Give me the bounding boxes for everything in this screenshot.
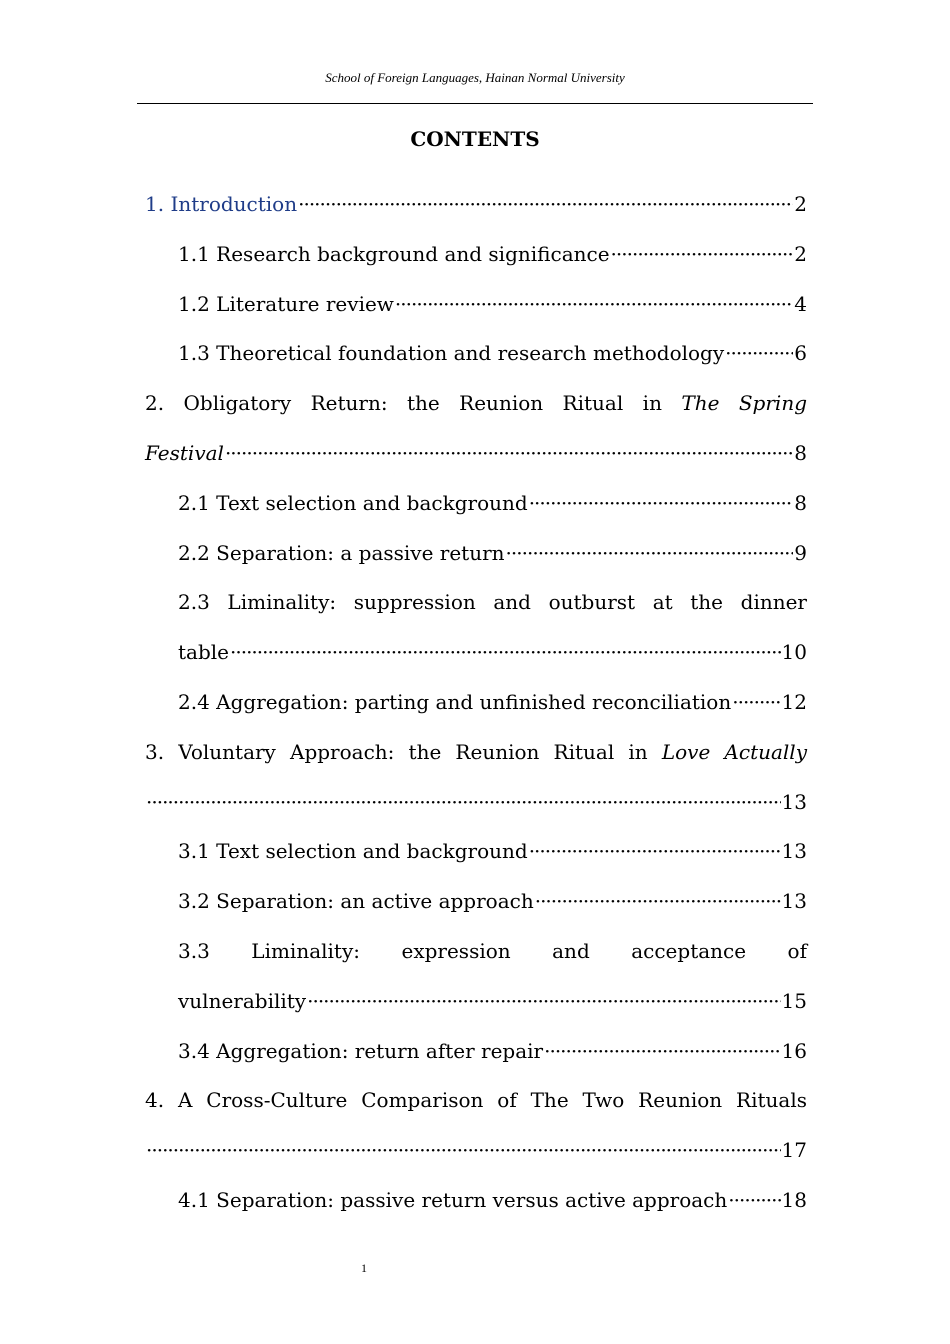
dot-leader xyxy=(307,977,780,1027)
toc-entry-2-4[interactable] xyxy=(145,678,807,728)
toc-entry-label: 1.3 Theoretical foundation and research methodology xyxy=(178,341,725,366)
toc-entry-label: 3.1 Text selection and background xyxy=(178,839,528,864)
toc-entry-label: 3.4 Aggregation: return after repair xyxy=(178,1038,544,1063)
toc-entry-label-continued: table xyxy=(178,640,229,665)
toc-entry-label: 3.3 Liminality: expression and acceptance of xyxy=(178,938,807,963)
toc-page-number: 6 xyxy=(794,341,807,366)
dot-leader xyxy=(529,827,781,877)
toc-entry-4[interactable] xyxy=(145,1076,807,1176)
toc-entry-label: 1.2 Literature review xyxy=(178,291,394,316)
toc-entry-label: 2.3 Liminality: suppression and outburst at the dinner xyxy=(178,590,807,615)
toc-entry-label: 2.4 Aggregation: parting and unfinished reconciliation xyxy=(178,689,732,714)
toc-entry-label: 4.1 Separation: passive return versus active approach xyxy=(178,1187,728,1212)
toc-page-number: 13 xyxy=(781,789,807,814)
toc-entry-3-2[interactable] xyxy=(145,877,807,927)
header-rule xyxy=(137,103,813,104)
toc-entry-label[interactable]: 1. Introduction xyxy=(145,192,298,216)
toc-entry-2-1[interactable] xyxy=(145,479,807,529)
dot-leader xyxy=(230,628,781,678)
toc-entry-3-1[interactable] xyxy=(145,827,807,877)
table-of-contents xyxy=(145,180,807,1226)
toc-page-number: 18 xyxy=(781,1187,807,1212)
toc-page-number: 9 xyxy=(794,540,807,565)
toc-entry-label: 1.1 Research background and significance xyxy=(178,241,610,266)
toc-page-number: 10 xyxy=(781,640,807,665)
dot-leader xyxy=(146,1126,781,1176)
toc-entry-line xyxy=(145,728,807,778)
toc-page-number: 12 xyxy=(781,689,807,714)
dot-leader xyxy=(225,429,793,479)
toc-entry-italic-title: The Spring xyxy=(681,391,807,416)
toc-entry-2-2[interactable] xyxy=(145,529,807,579)
toc-entry-1-1[interactable] xyxy=(145,230,807,280)
dot-leader xyxy=(146,778,781,828)
toc-entry-label: 4. A Cross-Culture Comparison of The Two Reunion Rituals xyxy=(145,1088,807,1113)
toc-entry-italic-title: Festival xyxy=(145,440,224,465)
toc-entry-1-2[interactable] xyxy=(145,280,807,330)
page-number: 1 xyxy=(361,1261,367,1275)
toc-entry-3[interactable] xyxy=(145,728,807,828)
dot-leader xyxy=(506,529,794,579)
dot-leader xyxy=(544,1027,780,1077)
toc-page-number: 13 xyxy=(781,889,807,914)
dot-leader xyxy=(535,877,781,927)
toc-entry-4-1[interactable] xyxy=(145,1176,807,1226)
toc-page-number: 17 xyxy=(781,1138,807,1163)
toc-page-number: 2 xyxy=(794,241,807,266)
dot-leader xyxy=(611,230,794,280)
toc-entry-1-3[interactable] xyxy=(145,329,807,379)
toc-page-number: 15 xyxy=(781,988,807,1013)
toc-page-number: 8 xyxy=(794,440,807,465)
toc-entry-label-continued: vulnerability xyxy=(178,988,307,1013)
toc-page-number: 4 xyxy=(794,291,807,316)
toc-entry-label: 2.2 Separation: a passive return xyxy=(178,540,505,565)
toc-entry-italic-title: Love Actually xyxy=(661,739,808,764)
running-header: School of Foreign Languages, Hainan Normal University xyxy=(325,70,625,85)
dot-leader xyxy=(298,180,793,230)
toc-entry-1[interactable] xyxy=(145,180,807,230)
toc-title: CONTENTS xyxy=(410,127,540,151)
dot-leader xyxy=(725,329,793,379)
dot-leader xyxy=(529,479,794,529)
toc-page-number: 13 xyxy=(781,839,807,864)
dot-leader xyxy=(732,678,780,728)
toc-entry-line xyxy=(145,379,807,429)
toc-entry-label: 3.2 Separation: an active approach xyxy=(178,889,534,914)
toc-entry-label: 2.1 Text selection and background xyxy=(178,490,528,515)
dot-leader xyxy=(395,280,793,330)
toc-entry-label: 2. Obligatory Return: the Reunion Ritual in xyxy=(145,391,662,416)
toc-page-number: 2 xyxy=(794,192,807,216)
toc-entry-2-3[interactable] xyxy=(145,578,807,678)
toc-entry-label: 3. Voluntary Approach: the Reunion Ritual in xyxy=(145,739,648,764)
toc-entry-3-3[interactable] xyxy=(145,927,807,1027)
toc-page-number: 8 xyxy=(794,490,807,515)
toc-entry-2[interactable] xyxy=(145,379,807,479)
toc-entry-3-4[interactable] xyxy=(145,1027,807,1077)
toc-page-number: 16 xyxy=(781,1038,807,1063)
dot-leader xyxy=(728,1176,780,1226)
